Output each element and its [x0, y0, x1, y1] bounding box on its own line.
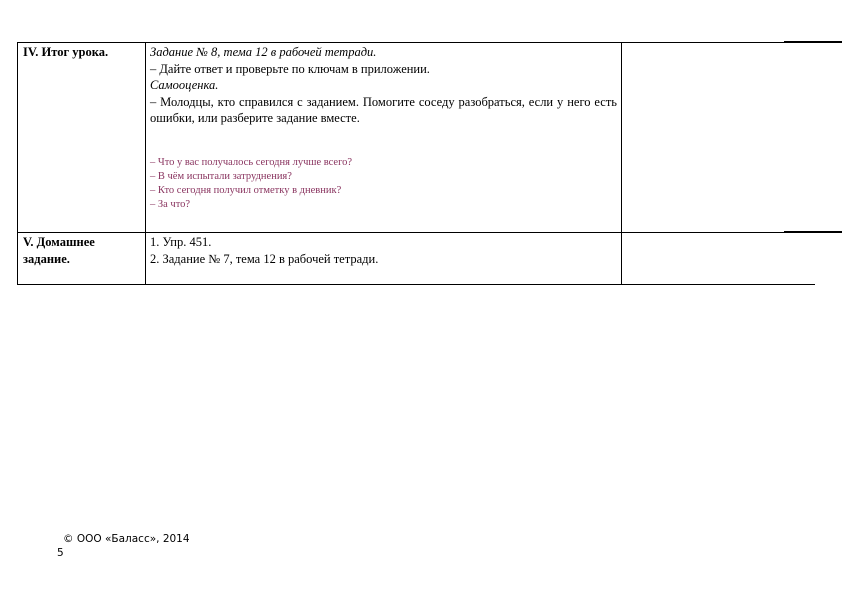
self-assessment-title: Самооценка. — [150, 78, 219, 92]
homework-item: 1. Упр. 451. — [150, 235, 212, 249]
reflection-question: – Кто сегодня получил отметку в дневник? — [150, 185, 342, 197]
self-assessment-text: – Молодцы, кто справился с заданием. Помогите соседу разобраться, если у него есть ошибки, или разберите задание вместе. — [150, 94, 617, 125]
notes-cell — [622, 233, 816, 285]
table-row — [18, 43, 816, 233]
instruction-text: – Дайте ответ и проверьте по ключам в приложении. — [150, 61, 430, 76]
task-reference: Задание № 8, тема 12 в рабочей тетради. — [150, 45, 377, 59]
reflection-questions — [150, 156, 617, 213]
reflection-question: – Что у вас получалось сегодня лучше всего? — [150, 156, 353, 168]
reflection-question: – В чём испытали затруднения? — [150, 170, 292, 182]
stage-title: IV. Итог урока. — [23, 45, 109, 59]
stage-title: V. Домашнее задание. — [23, 235, 95, 266]
content-cell — [146, 43, 622, 233]
homework-item: 2. Задание № 7, тема 12 в рабочей тетради. — [150, 251, 379, 266]
notes-cell — [622, 43, 816, 233]
reflection-question: – За что? — [150, 199, 191, 211]
content-cell — [146, 233, 622, 285]
lesson-plan-table — [17, 42, 815, 285]
footer-copyright: © ООО «Баласс», 2014 — [63, 533, 190, 545]
table-row — [18, 233, 816, 285]
page-number: 5 — [57, 547, 64, 559]
stage-cell — [18, 233, 146, 285]
stage-cell — [18, 43, 146, 233]
